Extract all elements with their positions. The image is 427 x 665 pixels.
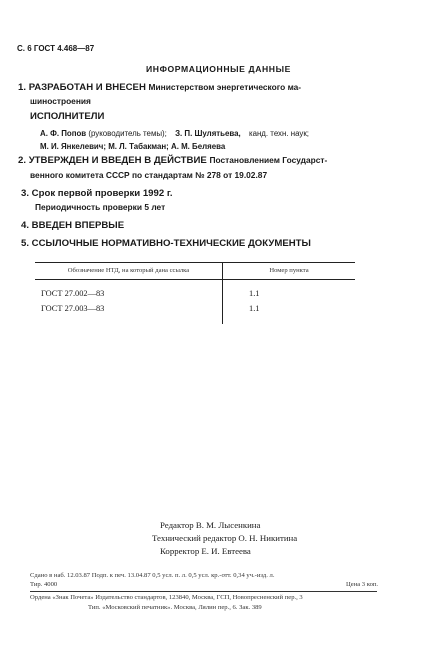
section-1-text-cont: шиностроения [30, 96, 91, 106]
section-2-text-cont: венного комитета СССР по стандартам № 278 от 19.02.87 [30, 170, 268, 180]
section-4: 4. ВВЕДЕН ВПЕРВЫЕ [21, 220, 125, 231]
section-1-number: 1. [18, 82, 27, 93]
column-header-clause: Номер пункта [223, 263, 356, 280]
imprint-line-2-left: Тир. 4000 [30, 581, 58, 588]
section-2 [18, 155, 327, 166]
section-1 [18, 82, 301, 93]
executor-note: (руководитель темы); [88, 129, 167, 138]
section-3-line-1: 3. Срок первой проверки 1992 г. [21, 188, 173, 199]
table-cell-clause: 1.1 [249, 304, 260, 313]
section-2-number: 2. [18, 155, 27, 166]
editor-line: Редактор В. М. Лысенкина [160, 520, 261, 530]
imprint-line-3: Ордена «Знак Почета» Издательство стандартов, 123840, Москва, ГСП, Новопресненский пер., 3 [30, 594, 303, 601]
table-row-empty [35, 316, 355, 324]
table-cell-clause: 1.1 [249, 289, 260, 298]
section-2-text: Постановлением Государст- [209, 155, 328, 165]
tech-editor-line: Технический редактор О. Н. Никитина [152, 533, 298, 543]
section-3-line-2: Периодичность проверки 5 лет [35, 202, 166, 212]
executor-names-2: З. П. Шулятьева, [175, 129, 241, 138]
table-cell-document: ГОСТ 27.003—83 [35, 301, 223, 316]
section-2-title: УТВЕРЖДЕН И ВВЕДЕН В ДЕЙСТВИЕ [28, 155, 207, 166]
table-row [35, 301, 355, 316]
imprint-line-1: Сдано в наб. 12.03.87 Подп. к печ. 13.04.87 0,5 усл. п. л. 0,5 усл. кр.-отт. 0,34 уч.-изд. л. [30, 572, 275, 579]
imprint-line-2-right: Цена 3 коп. [346, 581, 379, 588]
executors-line-2: М. И. Янкелевич; М. Л. Табакман; А. М. Беляева [40, 142, 226, 151]
document-title: ИНФОРМАЦИОННЫЕ ДАННЫЕ [146, 64, 291, 74]
table-row [35, 280, 355, 302]
table-cell-document: ГОСТ 27.002—83 [35, 280, 223, 302]
executor-names-1: А. Ф. Попов [40, 129, 87, 138]
imprint-line-4: Тип. «Московский печатник». Москва, Лялин пер., 6. Зак. 389 [88, 604, 262, 611]
corrector-line: Корректор Е. И. Евтеева [160, 546, 251, 556]
executors-line-1 [40, 129, 309, 138]
executors-label: ИСПОЛНИТЕЛИ [30, 111, 105, 122]
executor-degree: канд. техн. наук; [248, 129, 309, 138]
page-header: С. 6 ГОСТ 4.468—87 [17, 44, 95, 53]
section-1-title: РАЗРАБОТАН И ВНЕСЕН [28, 82, 146, 93]
section-5: 5. ССЫЛОЧНЫЕ НОРМАТИВНО-ТЕХНИЧЕСКИЕ ДОКУМЕНТЫ [21, 238, 311, 249]
imprint-divider [30, 591, 377, 592]
table-header-row [35, 263, 355, 280]
reference-table [35, 262, 355, 324]
column-header-document: Обозначение НТД, на который дана ссылка [35, 263, 223, 280]
section-1-text: Министерством энергетического ма- [148, 82, 302, 92]
